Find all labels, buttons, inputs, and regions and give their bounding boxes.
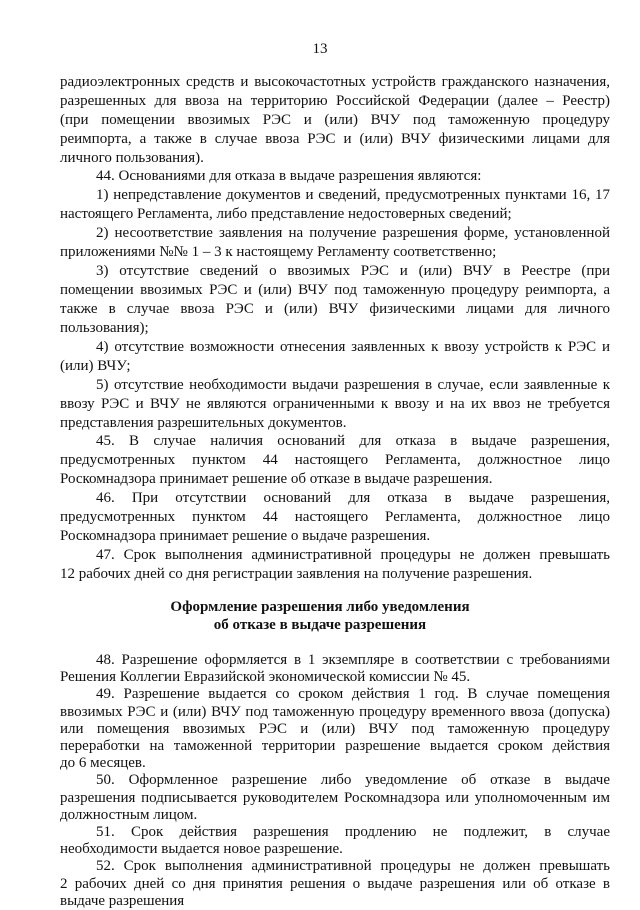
text-line: разрешения подписывается руководителем Роскомнадзора или уполномоченным им bbox=[60, 789, 610, 806]
text-line: переработки на таможенной территории разрешение выдается сроком действия bbox=[60, 738, 610, 754]
text-line: предусмотренных пунктом 44 настоящего Регламента, должностное лицо bbox=[60, 452, 610, 468]
text-line: 50. Оформленное разрешение либо уведомление об отказе в выдаче bbox=[96, 772, 610, 789]
text-line: 48. Разрешение оформляется в 1 экземпляре в соответствии с требованиями bbox=[96, 652, 610, 668]
text-line: реимпорта, а также в случае ввоза РЭС и (или) ВЧУ физическими лицами для bbox=[60, 131, 610, 147]
section-heading-line: об отказе в выдаче разрешения bbox=[213, 617, 427, 633]
text-line: пользования); bbox=[60, 320, 149, 336]
text-line: должностным лицом. bbox=[60, 806, 198, 823]
text-line: Решения Коллегии Евразийской экономической комиссии № 45. bbox=[60, 669, 471, 686]
text-line: 5) отсутствие необходимости выдачи разрешения в случае, если заявленные к bbox=[96, 377, 610, 393]
text-line: личного пользования). bbox=[60, 150, 204, 166]
text-line: 49. Разрешение выдается со сроком действия 1 год. В случае помещения bbox=[96, 686, 610, 703]
text-line: 46. При отсутствии оснований для отказа в выдаче разрешения, bbox=[96, 490, 610, 506]
text-line: радиоэлектронных средств и высокочастотных устройств гражданского назначения, bbox=[60, 74, 610, 90]
text-line: 3) отсутствие сведений о ввозимых РЭС и (или) ВЧУ в Реестре (при bbox=[96, 263, 610, 279]
text-line: до 6 месяцев. bbox=[60, 755, 146, 772]
text-line: 52. Срок выполнения административной процедуры не должен превышать bbox=[96, 858, 610, 875]
text-line: или помещения ввозимых РЭС и (или) ВЧУ под таможенную процедуру bbox=[60, 720, 610, 737]
text-line: выдаче разрешения bbox=[60, 892, 185, 909]
text-line: (при помещении ввозимых РЭС и (или) ВЧУ под таможенную процедуру bbox=[60, 112, 610, 128]
page-number: 13 bbox=[312, 41, 328, 57]
text-line: настоящего Регламента, либо представление недостоверных сведений; bbox=[60, 206, 512, 222]
text-line: 2) несоответствие заявления на получение разрешения форме, установленной bbox=[96, 225, 610, 241]
text-line: необходимости выдается новое разрешение. bbox=[60, 841, 343, 858]
text-line: также в случае ввоза РЭС и (или) ВЧУ физическими лицами для личного bbox=[60, 301, 610, 317]
text-line: 44. Основаниями для отказа в выдаче разрешения являются: bbox=[96, 168, 482, 184]
section-heading-line: Оформление разрешения либо уведомления bbox=[170, 599, 470, 615]
text-line: 47. Срок выполнения административной процедуры не должен превышать bbox=[96, 547, 610, 563]
text-line: 45. В случае наличия оснований для отказа в выдаче разрешения, bbox=[96, 433, 610, 449]
text-line: предусмотренных пунктом 44 настоящего Регламента, должностное лицо bbox=[60, 509, 610, 525]
text-line: Роскомнадзора принимает решение об отказе в выдаче разрешения. bbox=[60, 471, 493, 487]
text-line: приложениями №№ 1 – 3 к настоящему Регламенту соответственно; bbox=[60, 244, 497, 260]
text-line: представления разрешительных документов. bbox=[60, 415, 347, 431]
text-line: 4) отсутствие возможности отнесения заявленных к ввозу устройств к РЭС и bbox=[96, 339, 610, 355]
text-line: Роскомнадзора принимает решение о выдаче разрешения. bbox=[60, 528, 431, 544]
text-line: (или) ВЧУ; bbox=[60, 358, 131, 374]
text-line: разрешенных для ввоза на территорию Российской Федерации (далее – Реестр) bbox=[60, 93, 610, 109]
text-line: помещении ввозимых РЭС и (или) ВЧУ под таможенную процедуру реимпорта, а bbox=[60, 282, 610, 298]
text-line: ввозу РЭС и ВЧУ не являются ограниченными к ввозу и на их ввоз не требуется bbox=[60, 396, 610, 412]
text-line: 2 рабочих дней со дня принятия решения о выдаче разрешения или об отказе в bbox=[60, 875, 610, 892]
text-line: ввозимых РЭС и (или) ВЧУ под таможенную процедуру временного ввоза (допуска) bbox=[60, 703, 610, 720]
text-line: 1) непредставление документов и сведений, предусмотренных пунктами 16, 17 bbox=[96, 187, 610, 203]
text-line: 12 рабочих дней со дня регистрации заявления на получение разрешения. bbox=[60, 566, 533, 582]
text-line: 51. Срок действия разрешения продлению не подлежит, в случае bbox=[96, 824, 610, 840]
